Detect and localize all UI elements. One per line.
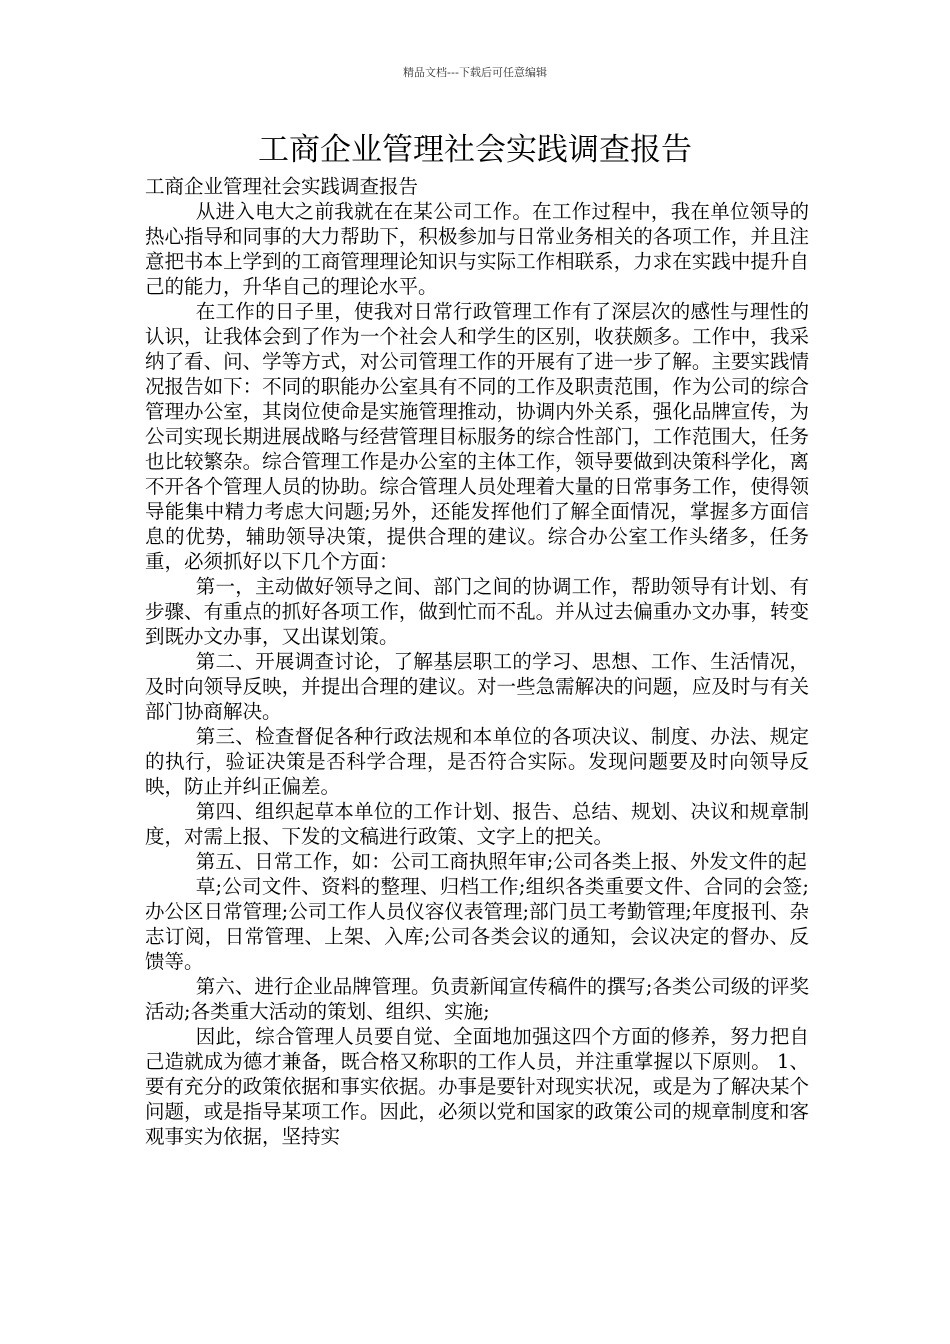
paragraph-10: 因此，综合管理人员要自觉、全面地加强这四个方面的修养，努力把自己造就成为德才兼备，既合格又称职的工作人员，并注重掌握以下原则。 1、要有充分的政策依据和事实依据。办事是要针对现实状况，或是为了解决某个问题，或是指导某项工作。因此，必须以党和国家的政策公司的规章制度和客观事实为依据，坚持实: [145, 1025, 809, 1148]
paragraph-2: 在工作的日子里，使我对日常行政管理工作有了深层次的感性与理性的认识，让我体会到了作为一个社会人和学生的区别，收获颇多。工作中，我采纳了看、问、学等方式，对公司管理工作的开展有了进一步了解。主要实践情况报告如下：不同的职能办公室具有不同的工作及职责范围，作为公司的综合管理办公室，其岗位使命是实施管理推动，协调内外关系，强化品牌宣传，为公司实现长期进展战略与经营管理目标服务的综合性部门，工作范围大，任务也比较繁杂。综合管理工作是办公室的主体工作，领导要做到决策科学化，离不开各个管理人员的协助。综合管理人员处理着大量的日常事务工作，使得领导能集中精力考虑大问题;另外，还能发挥他们了解全面情况，掌握多方面信息的优势，辅助领导决策，提供合理的建议。综合办公室工作头绪多，任务重，必须抓好以下几个方面：: [145, 300, 809, 573]
paragraph-5: 第三、检查督促各种行政法规和本单位的各项决议、制度、办法、规定的执行，验证决策是否科学合理，是否符合实际。发现问题要及时向领导反映，防止并纠正偏差。: [145, 725, 809, 798]
paragraph-7: 第五、日常工作，如：公司工商执照年审;公司各类上报、外发文件的起: [195, 850, 807, 873]
paragraph-8: 草;公司文件、资料的整理、归档工作;组织各类重要文件、合同的会签;办公区日常管理;公司工作人员仪容仪表管理;部门员工考勤管理;年度报刊、杂志订阅，日常管理、上架、入库;公司各类会议的通知，会议决定的督办、反馈等。: [145, 875, 809, 973]
document-subtitle: 工商企业管理社会实践调查报告: [145, 175, 419, 198]
document-title: 工商企业管理社会实践调查报告: [258, 132, 692, 168]
header-note: 精品文档---下载后可任意编辑: [403, 66, 547, 79]
paragraph-1: 从进入电大之前我就在在某公司工作。在工作过程中，我在单位领导的热心指导和同事的大力帮助下，积极参加与日常业务相关的各项工作，并且注意把书本上学到的工商管理理论知识与实际工作相联系，力求在实践中提升自己的能力，升华自己的理论水平。: [145, 200, 809, 298]
paragraph-6: 第四、组织起草本单位的工作计划、报告、总结、规划、决议和规章制度，对需上报、下发的文稿进行政策、文字上的把关。: [145, 800, 809, 848]
paragraph-9: 第六、进行企业品牌管理。负责新闻宣传稿件的撰写;各类公司级的评奖活动;各类重大活动的策划、组织、实施;: [145, 975, 809, 1023]
paragraph-3: 第一，主动做好领导之间、部门之间的协调工作，帮助领导有计划、有步骤、有重点的抓好各项工作，做到忙而不乱。并从过去偏重办文办事，转变到既办文办事，又出谋划策。: [145, 575, 809, 648]
document-body: [145, 174, 809, 1149]
paragraph-4: 第二、开展调查讨论，了解基层职工的学习、思想、工作、生活情况，及时向领导反映，并提出合理的建议。对一些急需解决的问题，应及时与有关部门协商解决。: [145, 650, 809, 723]
